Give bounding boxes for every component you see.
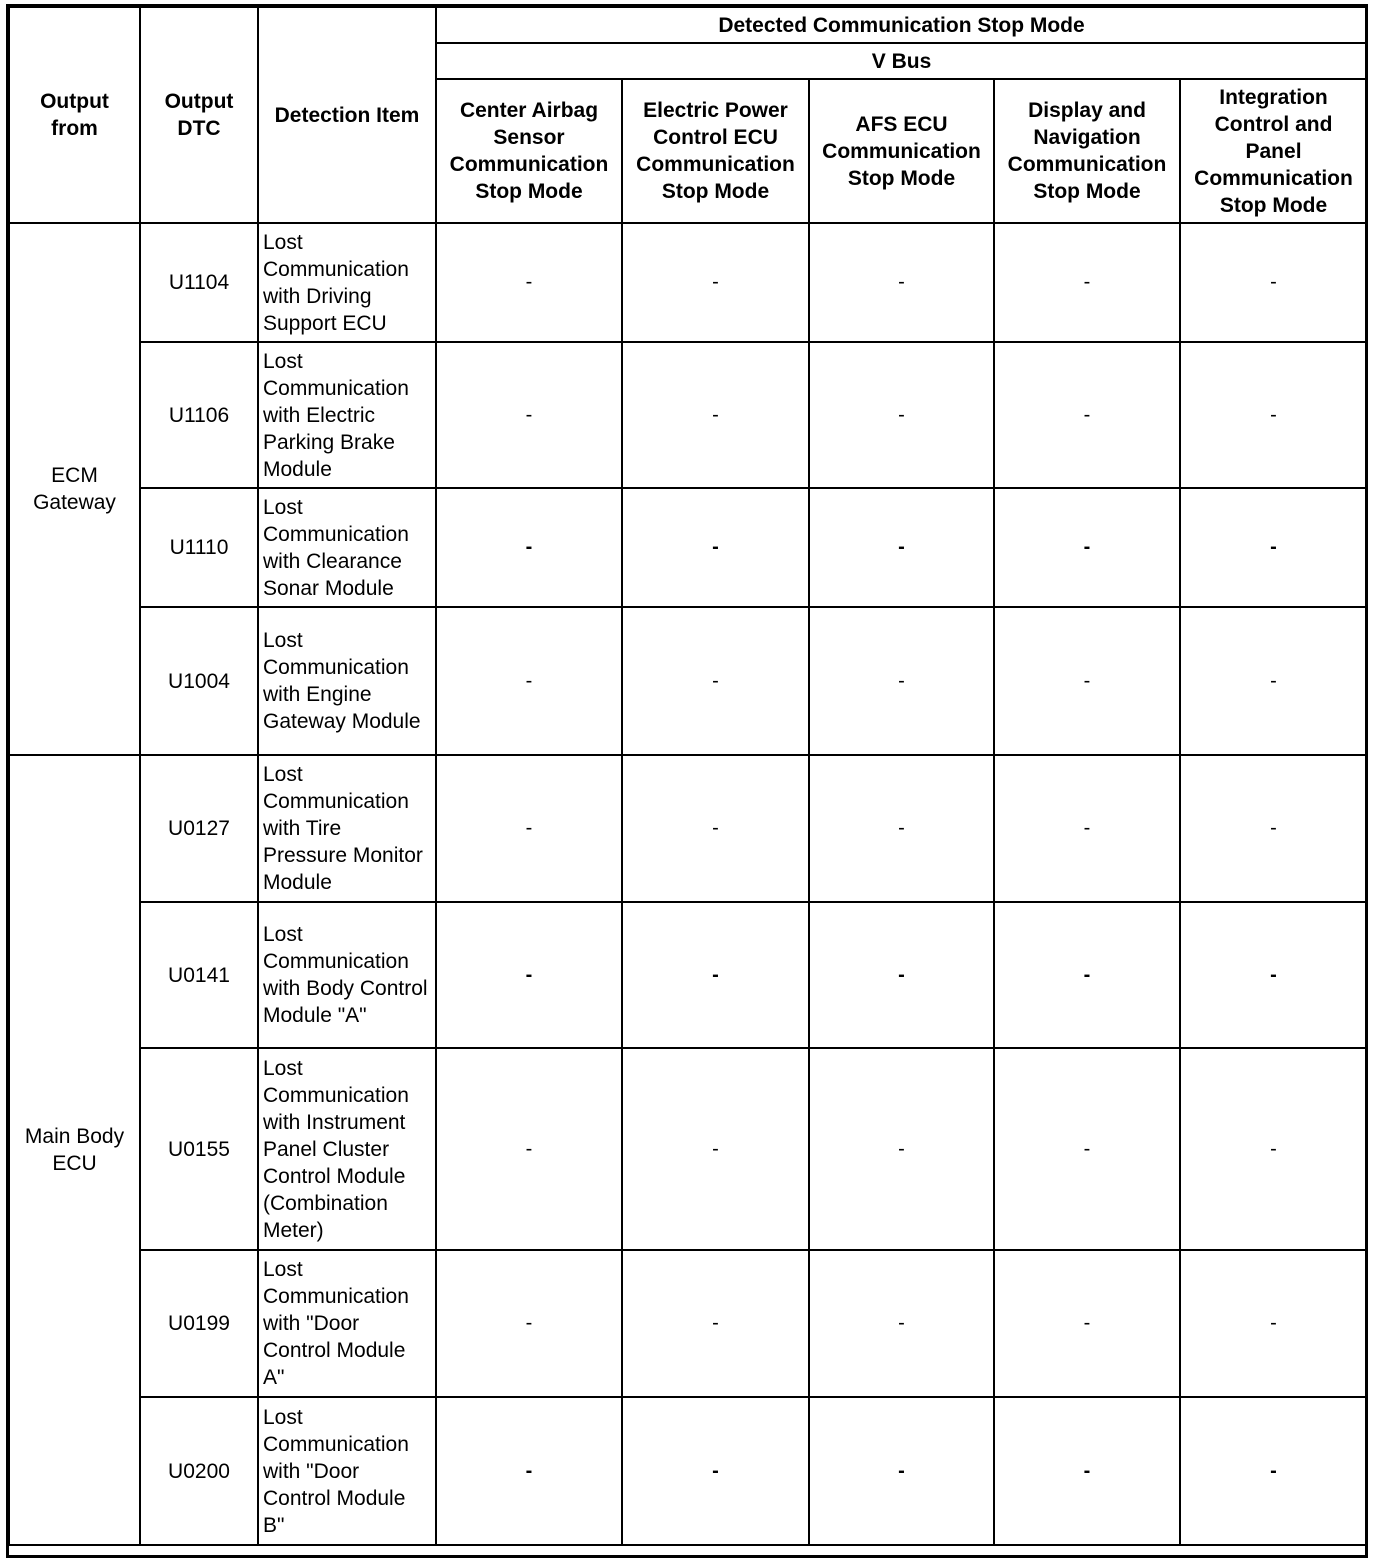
- stop-mode-value-cell: -: [809, 223, 994, 342]
- dtc-code-cell: U0199: [140, 1250, 258, 1397]
- stop-mode-value-cell: -: [994, 1250, 1180, 1397]
- dtc-code-cell: U1106: [140, 342, 258, 488]
- stop-mode-value-cell: -: [622, 342, 809, 488]
- stop-mode-value-cell: -: [994, 607, 1180, 755]
- stop-mode-value-cell: -: [994, 1048, 1180, 1250]
- dtc-code-cell: U0155: [140, 1048, 258, 1250]
- stop-mode-value-cell: -: [1180, 755, 1367, 902]
- detection-item-cell: Lost Communication with Instrument Panel Cluster Control Module (Combination Meter): [258, 1048, 436, 1250]
- table-row: [9, 902, 1367, 1048]
- header-stop-mode-group: Detected Communication Stop Mode: [436, 7, 1367, 43]
- table-row: [9, 607, 1367, 755]
- table-row: [9, 223, 1367, 342]
- stop-mode-value-cell: -: [1180, 607, 1367, 755]
- detection-item-cell: Lost Communication with Body Control Module "A": [258, 902, 436, 1048]
- stop-mode-value-cell: -: [436, 1048, 622, 1250]
- header-v-bus: V Bus: [436, 43, 1367, 79]
- stop-mode-value-cell: -: [994, 488, 1180, 607]
- detection-item-cell: Lost Communication with Tire Pressure Monitor Module: [258, 755, 436, 902]
- stop-mode-value-cell: -: [622, 488, 809, 607]
- dtc-code-cell: U0141: [140, 902, 258, 1048]
- header-mode-afs-ecu: AFS ECU Communication Stop Mode: [809, 79, 994, 223]
- stop-mode-value-cell: -: [809, 1397, 994, 1545]
- stop-mode-value-cell: -: [994, 223, 1180, 342]
- detection-item-cell: Lost Communication with Clearance Sonar Module: [258, 488, 436, 607]
- table-row: [9, 488, 1367, 607]
- table-body: [9, 223, 1367, 1545]
- detection-item-cell: Lost Communication with Driving Support ECU: [258, 223, 436, 342]
- stop-mode-value-cell: -: [622, 902, 809, 1048]
- stop-mode-value-cell: -: [809, 1250, 994, 1397]
- output-from-cell: Main Body ECU: [9, 755, 140, 1545]
- table-row: [9, 1397, 1367, 1545]
- stop-mode-value-cell: -: [436, 223, 622, 342]
- stop-mode-value-cell: -: [436, 488, 622, 607]
- stop-mode-value-cell: -: [809, 607, 994, 755]
- stop-mode-value-cell: -: [622, 1250, 809, 1397]
- table-row: [9, 342, 1367, 488]
- detection-item-cell: Lost Communication with Electric Parking Brake Module: [258, 342, 436, 488]
- stop-mode-value-cell: -: [436, 342, 622, 488]
- stop-mode-value-cell: -: [994, 342, 1180, 488]
- stop-mode-value-cell: -: [622, 607, 809, 755]
- dtc-code-cell: U1004: [140, 607, 258, 755]
- dtc-code-cell: U1104: [140, 223, 258, 342]
- dtc-code-cell: U0127: [140, 755, 258, 902]
- output-from-cell: ECM Gateway: [9, 223, 140, 755]
- header-mode-center-airbag: Center Airbag Sensor Communication Stop Mode: [436, 79, 622, 223]
- dtc-code-cell: U0200: [140, 1397, 258, 1545]
- table-row: [9, 1048, 1367, 1250]
- stop-mode-value-cell: -: [622, 223, 809, 342]
- header-output-from: Output from: [9, 7, 140, 223]
- header-mode-integration-control: Integration Control and Panel Communication Stop Mode: [1180, 79, 1367, 223]
- stop-mode-value-cell: -: [809, 755, 994, 902]
- stop-mode-value-cell: -: [1180, 223, 1367, 342]
- detection-item-cell: Lost Communication with "Door Control Module B": [258, 1397, 436, 1545]
- header-detection-item: Detection Item: [258, 7, 436, 223]
- header-mode-electric-power: Electric Power Control ECU Communication Stop Mode: [622, 79, 809, 223]
- header-mode-display-navigation: Display and Navigation Communication Stop Mode: [994, 79, 1180, 223]
- stop-mode-value-cell: -: [622, 755, 809, 902]
- stop-mode-value-cell: -: [436, 902, 622, 1048]
- stop-mode-value-cell: -: [809, 488, 994, 607]
- stop-mode-value-cell: -: [436, 755, 622, 902]
- stop-mode-value-cell: -: [1180, 342, 1367, 488]
- stop-mode-value-cell: -: [994, 755, 1180, 902]
- stop-mode-value-cell: -: [994, 1397, 1180, 1545]
- dtc-code-cell: U1110: [140, 488, 258, 607]
- stop-mode-value-cell: -: [1180, 902, 1367, 1048]
- table-header: [9, 7, 1367, 223]
- stop-mode-value-cell: -: [1180, 1048, 1367, 1250]
- dtc-communication-table: [8, 6, 1368, 1546]
- detection-item-cell: Lost Communication with "Door Control Module A": [258, 1250, 436, 1397]
- stop-mode-value-cell: -: [436, 1250, 622, 1397]
- table-row: [9, 1250, 1367, 1397]
- stop-mode-value-cell: -: [622, 1397, 809, 1545]
- stop-mode-value-cell: -: [436, 607, 622, 755]
- stop-mode-value-cell: -: [994, 902, 1180, 1048]
- stop-mode-value-cell: -: [809, 342, 994, 488]
- stop-mode-value-cell: -: [1180, 488, 1367, 607]
- header-output-dtc: Output DTC: [140, 7, 258, 223]
- stop-mode-value-cell: -: [436, 1397, 622, 1545]
- stop-mode-value-cell: -: [622, 1048, 809, 1250]
- detection-item-cell: Lost Communication with Engine Gateway Module: [258, 607, 436, 755]
- stop-mode-value-cell: -: [1180, 1250, 1367, 1397]
- stop-mode-value-cell: -: [809, 1048, 994, 1250]
- stop-mode-value-cell: -: [1180, 1397, 1367, 1545]
- table-row: [9, 755, 1367, 902]
- stop-mode-value-cell: -: [809, 902, 994, 1048]
